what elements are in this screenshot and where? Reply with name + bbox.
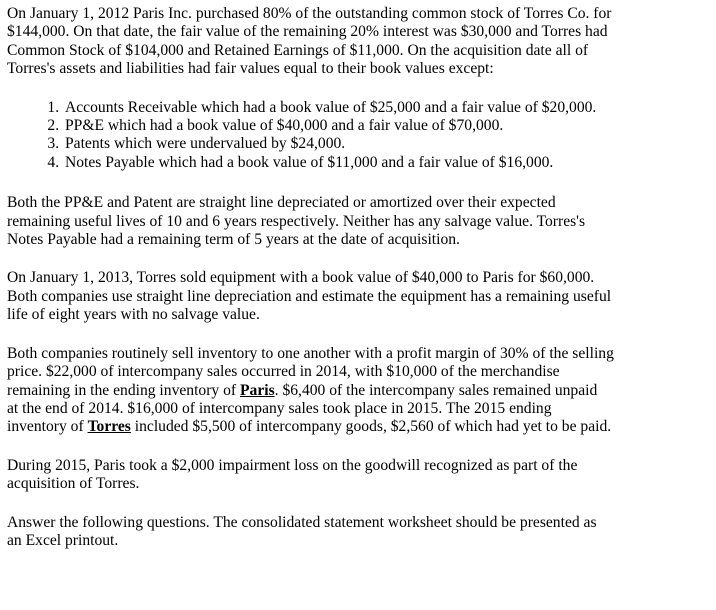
emphasized-company-torres: Torres — [87, 418, 131, 436]
text-line: Torres's assets and liabilities had fair values equal to their book values except: — [7, 60, 494, 78]
list-item: 3. Patents which were undervalued by $24,000. — [63, 135, 712, 153]
text-line: at the end of 2014. $16,000 of intercompany sales took place in 2015. The 2015 ending — [7, 399, 552, 417]
text-segment: remaining in the ending inventory of — [7, 381, 240, 399]
fair-value-exceptions-list — [7, 99, 712, 173]
text-line — [7, 382, 712, 400]
text-line: life of eight years with no salvage value. — [7, 306, 260, 324]
text-line: Both companies use straight line depreciation and estimate the equipment has a remaining useful — [7, 287, 612, 305]
text-line: remaining useful lives of 10 and 6 years respectively. Neither has any salvage value. Torres's — [7, 212, 586, 230]
text-line: During 2015, Paris took a $2,000 impairment loss on the goodwill recognized as part of the — [7, 456, 578, 474]
acquisition-paragraph — [7, 5, 712, 79]
text-line: $144,000. On that date, the fair value of the remaining 20% interest was $30,000 and Torres had — [7, 23, 608, 41]
list-item: 1. Accounts Receivable which had a book value of $25,000 and a fair value of $20,000. — [63, 99, 712, 117]
text-segment: included $5,500 of intercompany goods, $2,560 of which had yet to be paid. — [130, 418, 612, 436]
text-line: acquisition of Torres. — [7, 475, 140, 493]
equipment-sale-paragraph — [7, 269, 712, 324]
depreciation-paragraph — [7, 194, 712, 249]
text-segment: . $6,400 of the intercompany sales remained unpaid — [274, 381, 598, 399]
text-line: Notes Payable had a remaining term of 5 years at the date of acquisition. — [7, 231, 460, 249]
text-line: Both companies routinely sell inventory to one another with a profit margin of 30% of the selling — [7, 344, 614, 362]
instructions-paragraph — [7, 514, 712, 551]
text-line: price. $22,000 of intercompany sales occurred in 2014, with $10,000 of the merchandise — [7, 363, 560, 381]
text-line: Both the PP&E and Patent are straight line depreciated or amortized over their expected — [7, 194, 556, 212]
text-line: Answer the following questions. The consolidated statement worksheet should be presented as — [7, 513, 597, 531]
text-line: On January 1, 2012 Paris Inc. purchased 80% of the outstanding common stock of Torres Co. for — [7, 5, 612, 22]
list-item: 4. Notes Payable which had a book value of $11,000 and a fair value of $16,000. — [63, 154, 712, 172]
emphasized-company-paris: Paris — [240, 381, 275, 399]
impairment-paragraph — [7, 457, 712, 494]
text-line: an Excel printout. — [7, 531, 119, 549]
text-line: Common Stock of $104,000 and Retained Earnings of $11,000. On the acquisition date all of — [7, 41, 589, 59]
text-line: On January 1, 2013, Torres sold equipment with a book value of $40,000 to Paris for $60,000. — [7, 269, 595, 287]
text-line — [7, 418, 712, 436]
text-segment: inventory of — [7, 418, 88, 436]
intercompany-inventory-paragraph — [7, 345, 712, 437]
list-item: 2. PP&E which had a book value of $40,000 and a fair value of $70,000. — [63, 117, 712, 135]
